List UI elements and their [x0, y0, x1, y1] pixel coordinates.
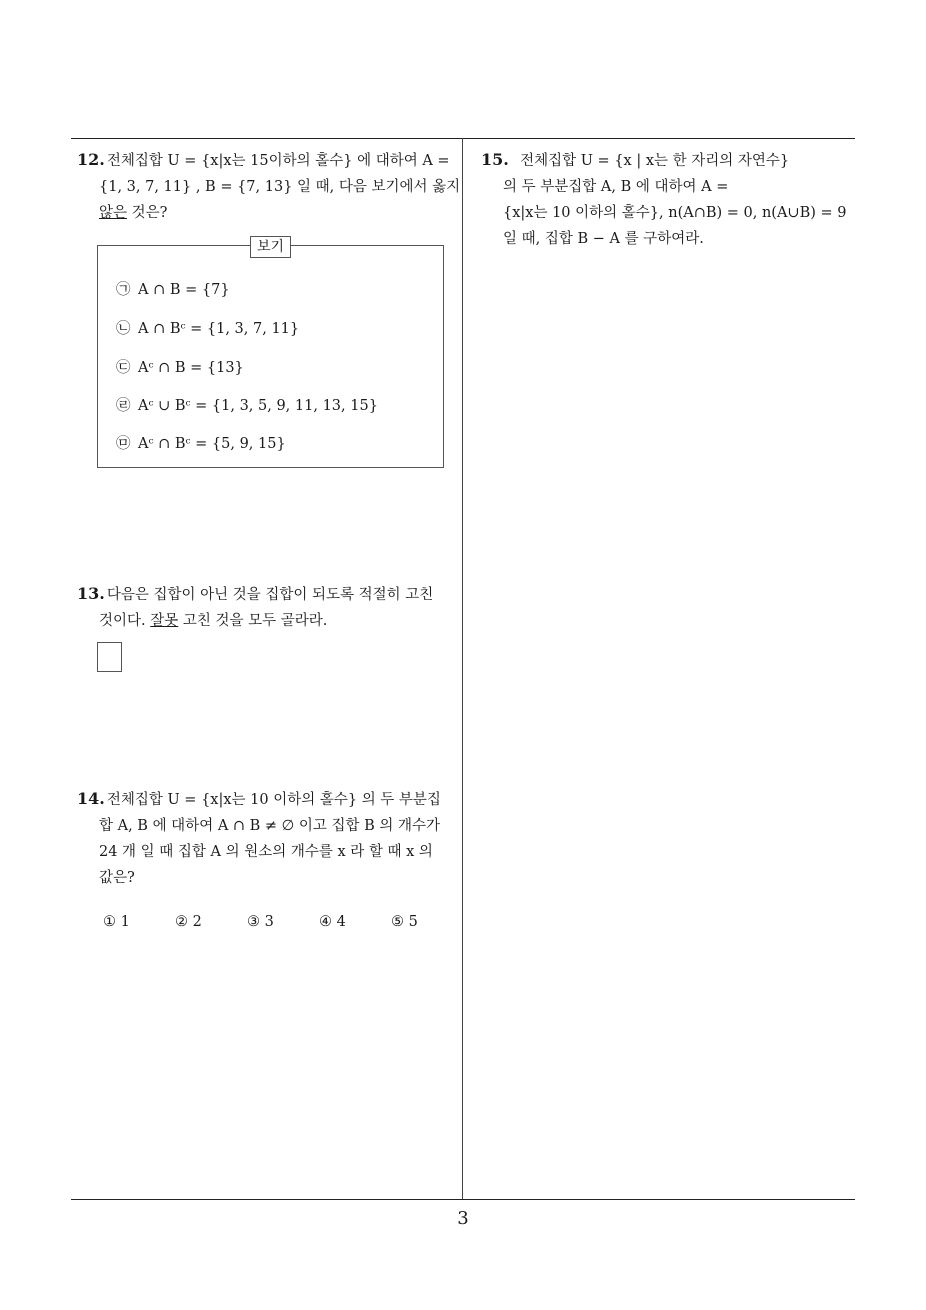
question-number: 15.	[481, 150, 509, 169]
word: 대하여	[654, 179, 697, 195]
question-14	[77, 786, 457, 891]
column-divider	[462, 138, 463, 1200]
bogi-text: Aᶜ ∩ B = {13}	[138, 360, 244, 376]
question-number: 13.	[77, 584, 105, 603]
bogi-text: Aᶜ ∪ Bᶜ = {1, 3, 5, 9, 11, 13, 15}	[138, 398, 378, 414]
question-15-line-1	[481, 147, 859, 174]
bogi-text: A ∩ Bᶜ = {1, 3, 7, 11}	[138, 321, 300, 337]
word: B	[620, 179, 632, 195]
question-text: 것은?	[127, 205, 168, 221]
question-text: 전체집합 U = {x|x는 15이하의 홀수} 에 대하여 A =	[106, 153, 450, 169]
bogi-item	[116, 317, 299, 338]
question-12-line-2: {1, 3, 7, 11} , B = {7, 13} 일 때, 다음 보기에서 옳지	[99, 179, 461, 195]
word: {x | x는 한 자리의 자연수}	[614, 153, 790, 169]
bogi-marker: ㉡	[116, 321, 131, 337]
question-number: 14.	[77, 789, 105, 808]
answer-choices	[103, 914, 463, 930]
question-13-line-2	[77, 608, 457, 634]
underlined-word: 잘못	[150, 613, 179, 629]
question-12-line-3	[77, 200, 457, 226]
bogi-marker: ㉠	[116, 282, 131, 298]
question-text	[481, 150, 577, 169]
bogi-text: Aᶜ ∩ Bᶜ = {5, 9, 15}	[138, 436, 286, 452]
question-14-line-1	[77, 786, 457, 813]
word: 의	[503, 179, 518, 195]
bogi-title: 보기	[250, 236, 291, 258]
underlined-word: 않은	[99, 205, 128, 221]
choice-3[interactable]: ③ 3	[247, 914, 274, 930]
question-12	[77, 147, 461, 226]
question-13	[77, 581, 457, 634]
word: A,	[600, 179, 616, 195]
word: =	[597, 153, 610, 169]
question-14-line-3: 24 개 일 때 집합 A 의 원소의 개수를 x 라 할 때 x 의	[99, 844, 433, 860]
word: =	[716, 179, 729, 195]
bogi-marker: ㉣	[116, 398, 131, 414]
header-rule	[71, 138, 855, 139]
question-15	[481, 147, 859, 252]
question-14-line-4: 값은?	[99, 870, 135, 886]
question-number: 12.	[77, 150, 105, 169]
question-13-line-1	[77, 581, 457, 608]
word: A	[701, 179, 712, 195]
question-14-line-2: 합 A, B 에 대하여 A ∩ B ≠ ∅ 이고 집합 B 의 개수가	[99, 818, 441, 834]
bogi-marker: ㉤	[116, 436, 131, 452]
question-text: 전체집합 U = {x|x는 10 이하의 홀수} 의 두 부분집	[106, 792, 441, 808]
answer-box	[97, 642, 122, 672]
bogi-item	[116, 394, 378, 415]
word: U	[580, 153, 593, 169]
choice-5[interactable]: ⑤ 5	[391, 914, 418, 930]
word: 전체집합	[520, 153, 577, 169]
bogi-item	[116, 356, 244, 377]
question-text: 고친 것을 모두 골라라.	[178, 613, 328, 629]
choice-4[interactable]: ④ 4	[319, 914, 346, 930]
question-15-line-4: 일 때, 집합 B − A 를 구하여라.	[503, 231, 704, 247]
bogi-item	[116, 278, 230, 299]
bogi-item	[116, 432, 286, 453]
word: 두	[521, 179, 536, 195]
choice-1[interactable]: ① 1	[103, 914, 130, 930]
page-number: 3	[457, 1208, 469, 1229]
question-15-line-3: {x|x는 10 이하의 홀수}, n(A∩B) = 0, n(A∪B) = 9	[503, 205, 847, 221]
bogi-box	[97, 239, 444, 468]
bogi-text: A ∩ B = {7}	[138, 282, 230, 298]
choice-2[interactable]: ② 2	[175, 914, 202, 930]
question-15-line-2	[481, 174, 859, 200]
question-text: 것이다.	[99, 613, 151, 629]
bogi-marker: ㉢	[116, 360, 131, 376]
question-12-line-1	[77, 147, 457, 174]
footer-rule	[71, 1199, 855, 1200]
question-text: 다음은 집합이 아닌 것을 집합이 되도록 적절히 고친	[106, 587, 434, 603]
word: 에	[635, 179, 650, 195]
word: 부분집합	[540, 179, 597, 195]
